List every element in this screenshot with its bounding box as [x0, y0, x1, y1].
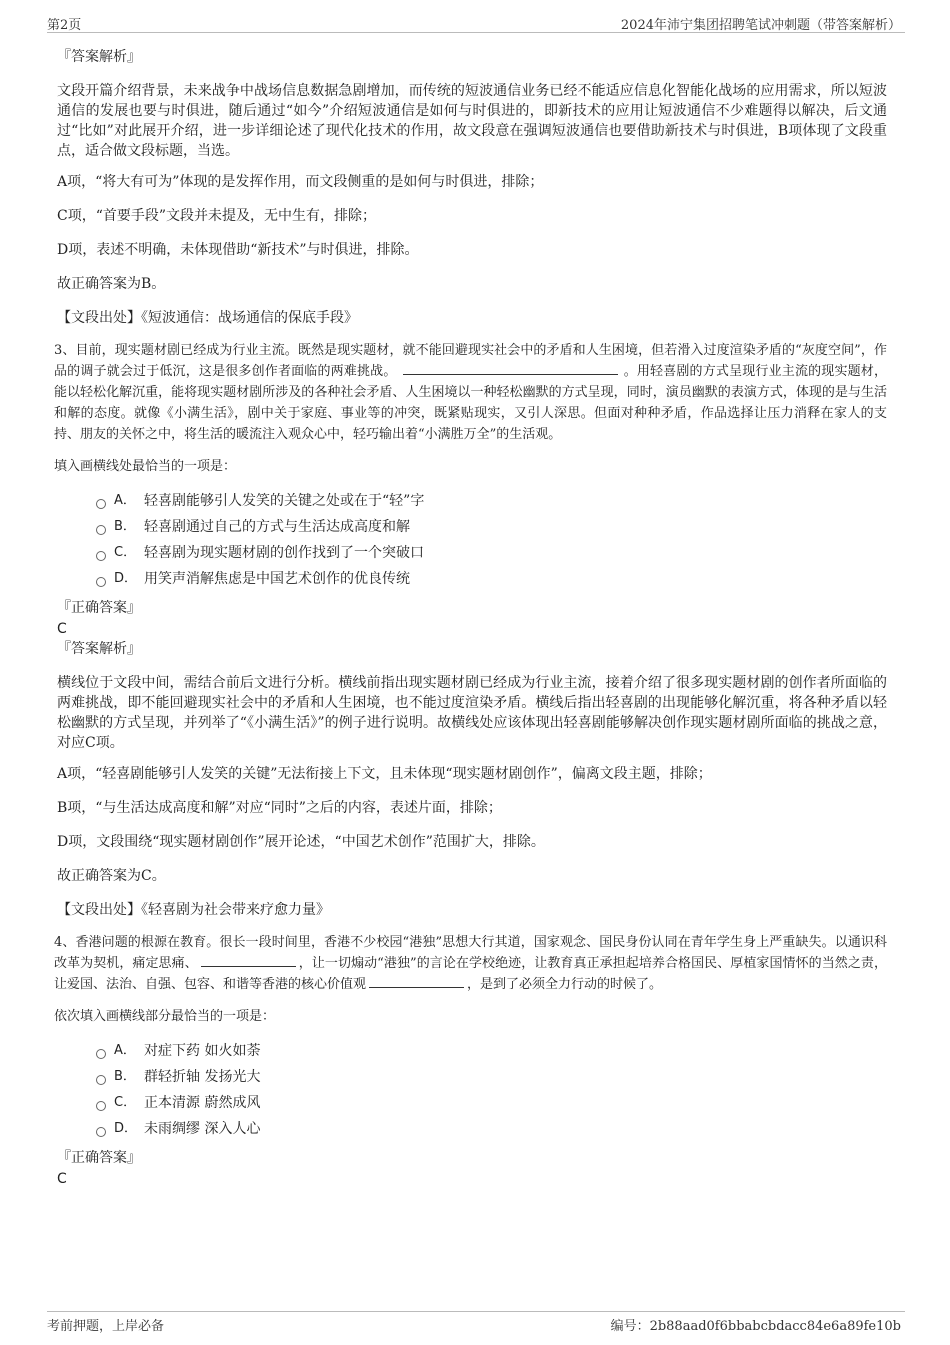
q3-answer-label: 『正确答案』 [57, 600, 141, 616]
q3-option-d-explanation: D项，文段围绕“现实题材剧创作”展开论述，“中国艺术创作”范围扩大，排除。 [57, 834, 545, 850]
q2-analysis-text: 文段开篇介绍背景，未来战争中战场信息数据急剧增加，而传统的短波通信业务已经不能适应信息化智能化战场的应用需求，所以短波通信的发展也要与时俱进，随后通过“如今”介绍短波通信是如何与时俱进的，即新技术的应用让短波通信不少难题得以解决，后文通过“比如”对此展开介绍，进一步详细论述了现代化技术的作用，故文段意在强调短波通信也要借助新技术与时俱进，B项体现了文段重点，适合做文段标题，当选。 [57, 83, 887, 159]
q3-option-b-explanation: B项，“与生活达成高度和解”对应“同时”之后的内容，表述片面，排除； [57, 800, 502, 816]
q2-source: 【文段出处】《短波通信：战场通信的保底手段》 [57, 310, 358, 326]
q4-prompt: 依次填入画横线部分最恰当的一项是： [54, 1009, 276, 1024]
document-id: 编号：2b88aad0f6bbabcbdacc84e6a89fe10b [610, 1319, 901, 1334]
q3-question-text: 3、目前，现实题材剧已经成为行业主流。既然是现实题材，就不能回避现实社会中的矛盾和人生困境，但若滑入过度渲染矛盾的“灰度空间”，作品的调子就会过于低沉，这是很多创作者面临的两难挑战。 。用轻喜剧的方式呈现行业主流的现实题材，能以轻松化解沉重，能将现实题材剧所涉及的各种社会矛盾、人生困境以一种轻松幽默的方式呈现，同时，演员幽默的表演方式，体现的是与生活和解的态度。就像《小满生活》，剧中关于家庭、事业等的冲突，既紧贴现实，又引人深思。但面对种种矛盾，作品选择让压力消释在家人的支持、朋友的关怀之中，将生活的暖流注入观众心中，轻巧输出着“小满胜万全”的生活观。 [54, 343, 887, 442]
q4-option-d[interactable]: D． 未雨绸缪 深入人心 [96, 1116, 887, 1142]
q3-analysis-label: 『答案解析』 [57, 641, 141, 657]
q3-analysis-text: 横线位于文段中间，需结合前后文进行分析。横线前指出现实题材剧已经成为行业主流，接着介绍了很多现实题材剧的创作者所面临的两难挑战，即不能回避现实社会中的矛盾和人生困境，也不能过度渲染矛盾。横线后指出轻喜剧的出现能够化解沉重，将各种矛盾以轻松幽默的方式呈现，并列举了“《小满生活》”的例子进行说明。故横线处应该体现出轻喜剧能够解决创作现实题材剧所面临的挑战之意，对应C项。 [57, 675, 887, 751]
page-number: 第2页 [47, 18, 82, 33]
q3-prompt: 填入画横线处最恰当的一项是： [54, 459, 237, 474]
q2-conclusion: 故正确答案为B。 [57, 276, 166, 292]
q4-options [96, 1038, 887, 1142]
radio-icon[interactable] [96, 525, 106, 535]
footer-slogan: 考前押题，上岸必备 [47, 1319, 165, 1334]
radio-icon[interactable] [96, 1101, 106, 1111]
radio-icon[interactable] [96, 1075, 106, 1085]
q3-answer: C [57, 621, 67, 637]
q4-option-a[interactable]: A． 对症下药 如火如荼 [96, 1038, 887, 1064]
q4-blank-1 [201, 953, 296, 967]
q2-option-d-explanation: D项，表述不明确，未体现借助“新技术”与时俱进，排除。 [57, 242, 419, 258]
q4-answer: C [57, 1171, 67, 1187]
q2-option-a-explanation: A项，“将大有可为”体现的是发挥作用，而文段侧重的是如何与时俱进，排除； [57, 174, 544, 190]
radio-icon[interactable] [96, 577, 106, 587]
q3-option-a-explanation: A项，“轻喜剧能够引人发笑的关键”无法衔接上下文，且未体现“现实题材剧创作”，偏离文段主题，排除； [57, 766, 712, 782]
radio-icon[interactable] [96, 499, 106, 509]
q2-option-c-explanation: C项，“首要手段”文段并未提及，无中生有，排除； [57, 208, 377, 224]
page-header [47, 12, 905, 33]
q3-option-d[interactable]: D． 用笑声消解焦虑是中国艺术创作的优良传统 [96, 566, 887, 592]
q4-option-c[interactable]: C． 正本清源 蔚然成风 [96, 1090, 887, 1116]
q3-blank [403, 361, 618, 375]
radio-icon[interactable] [96, 551, 106, 561]
q3-conclusion: 故正确答案为C。 [57, 868, 166, 884]
q2-analysis-label: 『答案解析』 [57, 49, 141, 65]
q4-option-b[interactable]: B． 群轻折轴 发扬光大 [96, 1064, 887, 1090]
q3-source: 【文段出处】《轻喜剧为社会带来疗愈力量》 [57, 902, 330, 918]
page-content [54, 47, 887, 1189]
q4-question-text: 4、香港问题的根源在教育。很长一段时间里，香港不少校园“港独”思想大行其道，国家观念、国民身份认同在青年学生身上严重缺失。以通识科改革为契机，痛定思痛、 ，让一切煽动“港独”的言论在学校绝迹，让教育真正承担起培养合格国民、厚植家国情怀的当然之责，让爱国、法治、自强、包容、和谐等香港的核心价值观 ，是到了必须全力行动的时候了。 [54, 935, 887, 992]
q4-answer-label: 『正确答案』 [57, 1150, 141, 1166]
q3-options [96, 488, 887, 592]
q4-blank-2 [369, 974, 464, 988]
q3-option-a[interactable]: A． 轻喜剧能够引人发笑的关键之处或在于“轻”字 [96, 488, 887, 514]
document-title: 2024年沛宁集团招聘笔试冲刺题（带答案解析） [620, 18, 901, 33]
radio-icon[interactable] [96, 1127, 106, 1137]
radio-icon[interactable] [96, 1049, 106, 1059]
q3-option-b[interactable]: B． 轻喜剧通过自己的方式与生活达成高度和解 [96, 514, 887, 540]
q3-option-c[interactable]: C． 轻喜剧为现实题材剧的创作找到了一个突破口 [96, 540, 887, 566]
page-footer [47, 1311, 905, 1334]
